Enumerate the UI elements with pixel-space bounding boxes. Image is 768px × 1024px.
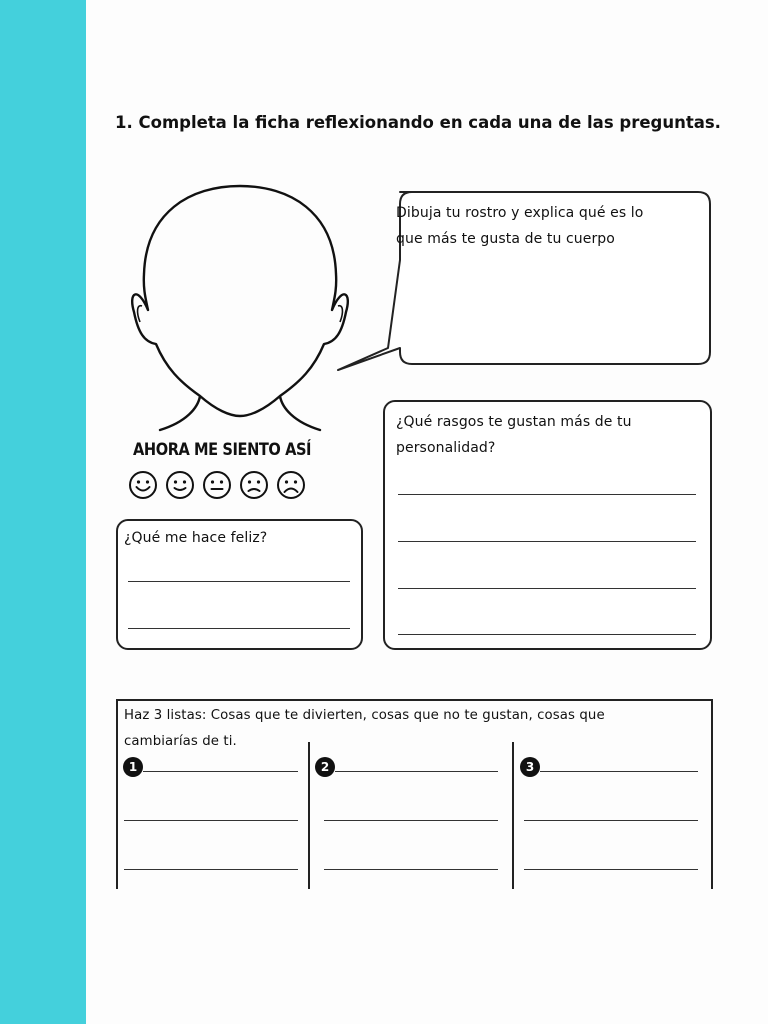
list-number-badge-3: 3 xyxy=(520,757,540,777)
traits-answer-line-2[interactable] xyxy=(398,541,696,542)
traits-answer-line-3[interactable] xyxy=(398,588,696,589)
column-divider-2 xyxy=(512,742,514,889)
list-1-line-1[interactable] xyxy=(143,771,298,772)
emotion-scale xyxy=(128,470,306,500)
list-1-line-2[interactable] xyxy=(124,820,298,821)
happy-question: ¿Qué me hace feliz? xyxy=(124,530,268,546)
list-2-line-1[interactable] xyxy=(335,771,498,772)
lists-instruction-line-2: cambiarías de ti. xyxy=(124,734,237,749)
lists-instruction xyxy=(124,703,605,755)
happy-answer-line-2[interactable] xyxy=(128,628,350,629)
list-number-badge-2: 2 xyxy=(315,757,335,777)
happy-face-icon[interactable] xyxy=(165,470,195,500)
sad-face-icon[interactable] xyxy=(239,470,269,500)
traits-question xyxy=(396,409,632,461)
happy-answer-line-1[interactable] xyxy=(128,581,350,582)
traits-question-line-2: personalidad? xyxy=(396,440,496,456)
very-happy-face-icon[interactable] xyxy=(128,470,158,500)
feeling-label: AHORA ME SIENTO ASÍ xyxy=(133,440,312,460)
list-3-line-3[interactable] xyxy=(524,869,698,870)
sidebar-accent-strip xyxy=(0,0,86,1024)
lists-instruction-line-1: Haz 3 listas: Cosas que te divierten, cosas que no te gustan, cosas que xyxy=(124,708,605,723)
list-3-line-1[interactable] xyxy=(540,771,698,772)
neutral-face-icon[interactable] xyxy=(202,470,232,500)
list-number-badge-1: 1 xyxy=(123,757,143,777)
list-3-line-2[interactable] xyxy=(524,820,698,821)
instruction-title: 1. Completa la ficha reflexionando en cada una de las preguntas. xyxy=(115,113,721,132)
speech-bubble-line-2: que más te gusta de tu cuerpo xyxy=(396,231,615,247)
list-2-line-2[interactable] xyxy=(324,820,498,821)
list-2-line-3[interactable] xyxy=(324,869,498,870)
face-outline-icon xyxy=(120,182,360,432)
speech-bubble-text xyxy=(396,200,643,252)
traits-answer-line-4[interactable] xyxy=(398,634,696,635)
list-1-line-3[interactable] xyxy=(124,869,298,870)
traits-question-line-1: ¿Qué rasgos te gustan más de tu xyxy=(396,414,632,430)
very-sad-face-icon[interactable] xyxy=(276,470,306,500)
traits-answer-line-1[interactable] xyxy=(398,494,696,495)
speech-bubble-line-1: Dibuja tu rostro y explica qué es lo xyxy=(396,205,644,221)
column-divider-1 xyxy=(308,742,310,889)
